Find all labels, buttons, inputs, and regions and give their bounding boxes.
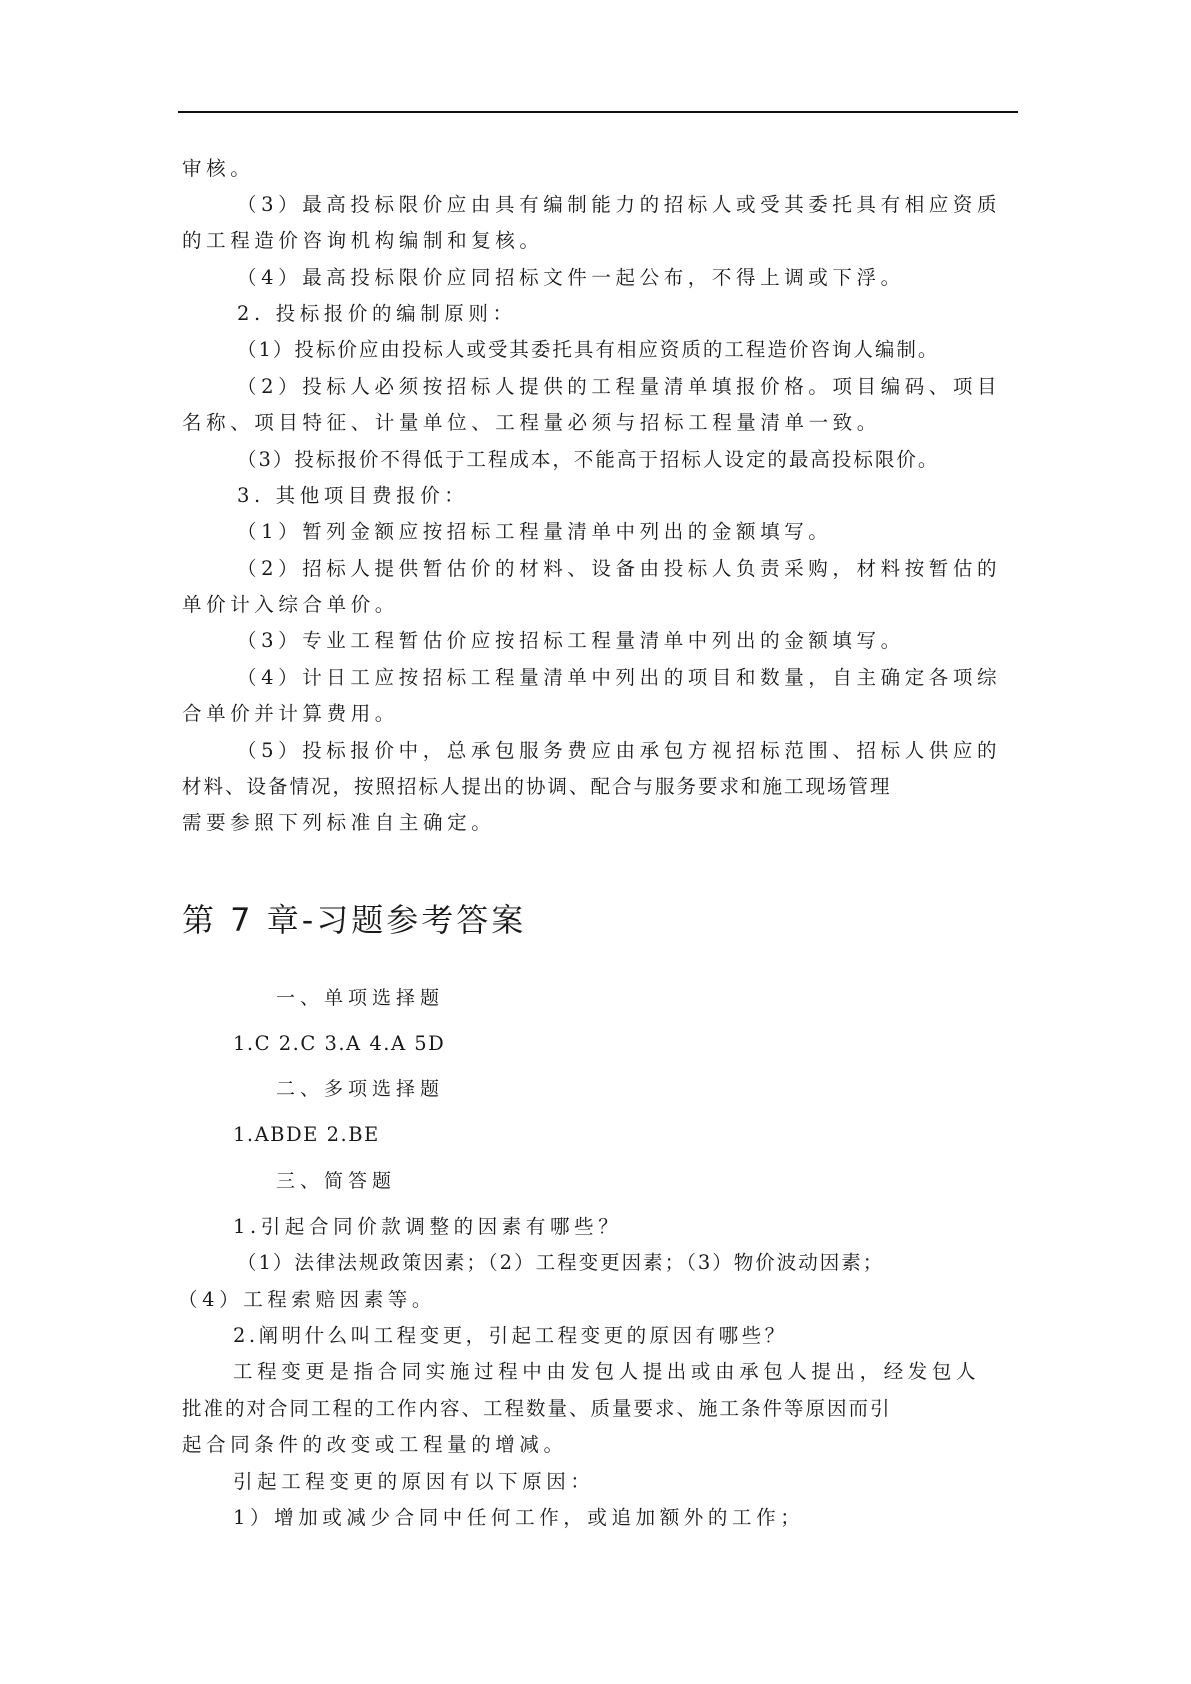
text-line: （4）工程索赔因素等。 xyxy=(178,1288,437,1311)
text-line: （2）招标人提供暂估价的材料、设备由投标人负责采购，材料按暂估的 xyxy=(237,557,1002,580)
text-line: 2. 投标报价的编制原则： xyxy=(237,302,517,325)
text-line: （3）投标报价不得低于工程成本，不能高于招标人设定的最高投标限价。 xyxy=(237,448,940,471)
text-line: 3. 其他项目费报价： xyxy=(237,484,469,507)
section-heading: 三、简答题 xyxy=(276,1170,397,1192)
section-heading: 二、多项选择题 xyxy=(276,1078,445,1100)
text-line: 引起工程变更的原因有以下原因： xyxy=(233,1470,595,1493)
section-heading: 一、单项选择题 xyxy=(276,987,445,1009)
chapter-title: 第 7 章-习题参考答案 xyxy=(182,901,527,939)
text-line: 名称、项目特征、计量单位、工程量必须与招标工程量清单一致。 xyxy=(182,411,881,434)
text-line: 需要参照下列标准自主确定。 xyxy=(182,811,496,834)
text-line: （1）法律法规政策因素；（2）工程变更因素；（3）物价波动因素； xyxy=(237,1251,885,1274)
text-line: 2.阐明什么叫工程变更，引起工程变更的原因有哪些？ xyxy=(233,1324,788,1347)
answer-line: 1.C 2.C 3.A 4.A 5D xyxy=(233,1032,446,1055)
text-line: 合单价并计算费用。 xyxy=(182,702,399,725)
text-line: 起合同条件的改变或工程量的增减。 xyxy=(182,1433,568,1456)
text-line: 的工程造价咨询机构编制和复核。 xyxy=(182,229,544,252)
text-line: （3）专业工程暂估价应按招标工程量清单中列出的金额填写。 xyxy=(237,629,905,652)
text-line: 批准的对合同工程的工作内容、工程数量、质量要求、施工条件等原因而引 xyxy=(182,1397,892,1420)
text-line: （5）投标报价中，总承包服务费应由承包方视招标范围、招标人供应的 xyxy=(237,739,1002,762)
text-line: 审核。 xyxy=(182,157,255,180)
text-line: （3）最高投标限价应由具有编制能力的招标人或受其委托具有相应资质 xyxy=(237,193,1002,216)
text-line: 工程变更是指合同实施过程中由发包人提出或由承包人提出，经发包人 xyxy=(233,1360,981,1383)
text-line: （2）投标人必须按招标人提供的工程量清单填报价格。项目编码、项目 xyxy=(237,375,1002,398)
text-line: 1.引起合同价款调整的因素有哪些？ xyxy=(233,1215,623,1238)
text-line: （1）暂列金额应按招标工程量清单中列出的金额填写。 xyxy=(237,520,833,543)
text-line: （1）投标价应由投标人或受其委托具有相应资质的工程造价咨询人编制。 xyxy=(237,338,940,361)
answer-line: 1.ABDE 2.BE xyxy=(233,1123,380,1146)
text-line: 1）增加或减少合同中任何工作，或追加额外的工作； xyxy=(233,1506,805,1529)
header-rule xyxy=(178,111,1018,113)
text-line: 材料、设备情况，按照招标人提出的协调、配合与服务要求和施工现场管理 xyxy=(182,775,892,798)
text-line: （4）最高投标限价应同招标文件一起公布，不得上调或下浮。 xyxy=(237,266,905,289)
text-line: 单价计入综合单价。 xyxy=(182,593,399,616)
text-line: （4）计日工应按招标工程量清单中列出的项目和数量，自主确定各项综 xyxy=(237,666,1002,689)
